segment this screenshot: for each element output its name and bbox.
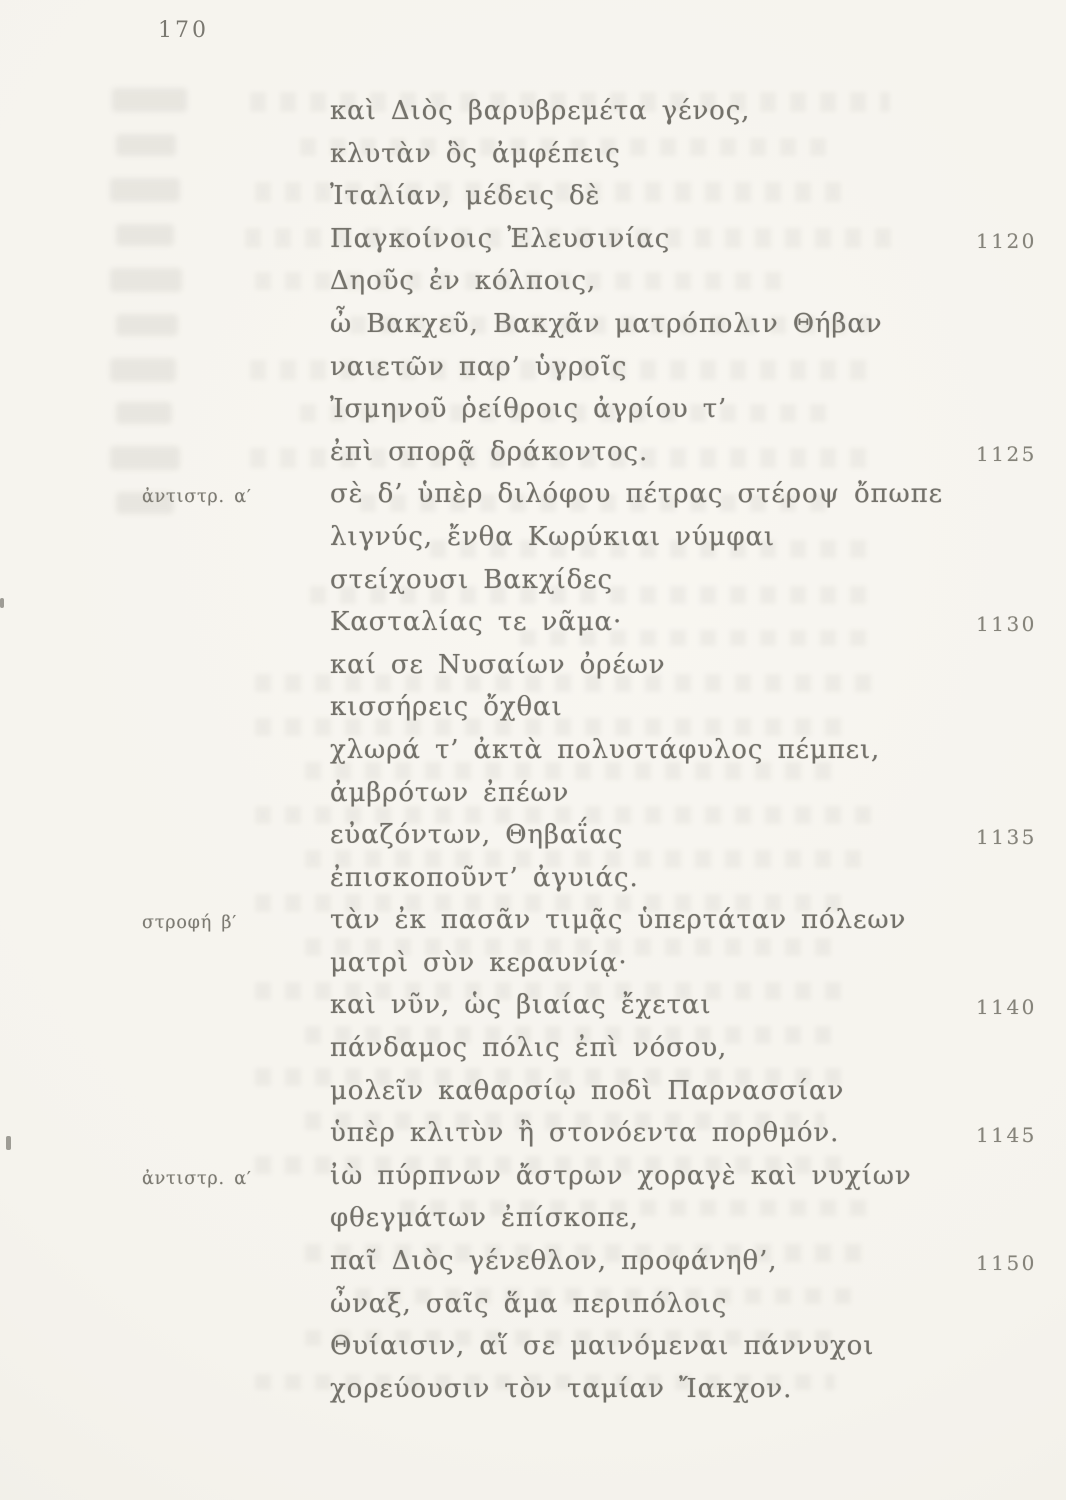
verse-row [0, 772, 1066, 815]
verse-text: φθεγμάτων ἐπίσκοπε, [330, 1203, 639, 1234]
line-number: 1135 [976, 825, 1037, 850]
verse-row [0, 984, 1066, 1027]
stanza-label: ἀντιστρ. α′ [142, 487, 252, 508]
verse-text: χλωρά τ’ ἀκτὰ πολυστάφυλος πέμπει, [330, 734, 881, 765]
verse-text: Παγκοίνοις Ἐλευσινίας [330, 223, 671, 254]
line-number: 1145 [976, 1123, 1037, 1148]
verse-row [0, 473, 1066, 516]
verse-text: στείχουσι Βακχίδες [330, 564, 613, 595]
verse-row [0, 175, 1066, 218]
verse-text: παῖ Διὸς γένεθλον, προφάνηθ’, [330, 1246, 778, 1277]
verse-text: ἐπὶ σπορᾷ δράκοντος. [330, 436, 649, 467]
stanza-label: ἀντιστρ. α′ [142, 1168, 252, 1189]
verse-row [0, 559, 1066, 602]
verse-row [0, 1197, 1066, 1240]
verse-text: εὐαζόντων, Θηβαΐας [330, 820, 624, 851]
line-number: 1120 [976, 228, 1037, 253]
verse-text: κλυτὰν ὃς ἀμφέπεις [330, 138, 621, 169]
line-number: 1150 [976, 1251, 1037, 1276]
verse-row [0, 644, 1066, 687]
verse-row [0, 388, 1066, 431]
verse-text: χορεύουσιν τὸν ταμίαν Ἴακχον. [330, 1373, 793, 1404]
verse-text: ὑπὲρ κλιτὺν ἢ στονόεντα πορθμόν. [330, 1118, 840, 1149]
verse-row [0, 1070, 1066, 1113]
line-number: 1130 [976, 612, 1037, 637]
verse-text: Δηοῦς ἐν κόλποις, [330, 266, 597, 297]
verse-row [0, 1325, 1066, 1368]
verse-text: ἰὼ πύρπνων ἄστρων χοραγὲ καὶ νυχίων [330, 1160, 912, 1191]
verse-text: τὰν ἐκ πασᾶν τιμᾷς ὑπερτάταν πόλεων [330, 905, 907, 936]
verse-text: σὲ δ’ ὑπὲρ διλόφου πέτρας στέροψ ὄπωπε [330, 479, 943, 510]
verse-text: καὶ νῦν, ὡς βιαίας ἔχεται [330, 990, 712, 1021]
poem-text-block [0, 90, 1066, 1410]
verse-text: ἐπισκοποῦντ’ ἀγυιάς. [330, 862, 639, 893]
verse-row [0, 431, 1066, 474]
verse-text: καὶ Διὸς βαρυβρεμέτα γένος, [330, 96, 751, 126]
verse-row [0, 857, 1066, 900]
verse-row [0, 133, 1066, 176]
verse-text: Κασταλίας τε νᾶμα· [330, 607, 623, 638]
verse-row [0, 729, 1066, 772]
verse-text: πάνδαμος πόλις ἐπὶ νόσου, [330, 1033, 728, 1064]
verse-row [0, 899, 1066, 942]
verse-text: καί σε Νυσαίων ὀρέων [330, 649, 666, 680]
verse-row [0, 1027, 1066, 1070]
verse-row [0, 90, 1066, 133]
verse-text: λιγνύς, ἔνθα Κωρύκιαι νύμφαι [330, 521, 775, 552]
verse-row [0, 814, 1066, 857]
verse-row [0, 218, 1066, 261]
verse-row [0, 601, 1066, 644]
page-number: 170 [158, 18, 209, 43]
verse-text: Θυίαισιν, αἵ σε μαινόμεναι πάννυχοι [330, 1331, 875, 1362]
verse-row [0, 686, 1066, 729]
verse-text: Ἰσμηνοῦ ῥείθροις ἀγρίου τ’ [330, 394, 728, 425]
verse-row [0, 303, 1066, 346]
stanza-label: στροφή β′ [142, 913, 238, 934]
verse-row [0, 516, 1066, 559]
verse-row [0, 1283, 1066, 1326]
verse-text: κισσήρεις ὄχθαι [330, 692, 563, 723]
verse-row [0, 942, 1066, 985]
verse-row [0, 1240, 1066, 1283]
verse-row [0, 1368, 1066, 1411]
line-number: 1125 [976, 441, 1037, 466]
verse-text: ναιετῶν παρ’ ὑγροῖς [330, 351, 628, 382]
verse-text: ἀμβρότων ἐπέων [330, 777, 570, 808]
verse-row [0, 346, 1066, 389]
line-number: 1140 [976, 995, 1037, 1020]
verse-row [0, 260, 1066, 303]
verse-text: ὦ Βακχεῦ, Βακχᾶν ματρόπολιν Θήβαν [330, 308, 883, 339]
verse-text: μολεῖν καθαρσίῳ ποδὶ Παρνασσίαν [330, 1075, 845, 1106]
verse-row [0, 1155, 1066, 1198]
verse-text: Ἰταλίαν, μέδεις δὲ [330, 181, 601, 212]
verse-text: ματρὶ σὺν κεραυνίᾳ· [330, 947, 628, 978]
verse-text: ὦναξ, σαῖς ἅμα περιπόλοις [330, 1288, 728, 1319]
verse-row [0, 1112, 1066, 1155]
